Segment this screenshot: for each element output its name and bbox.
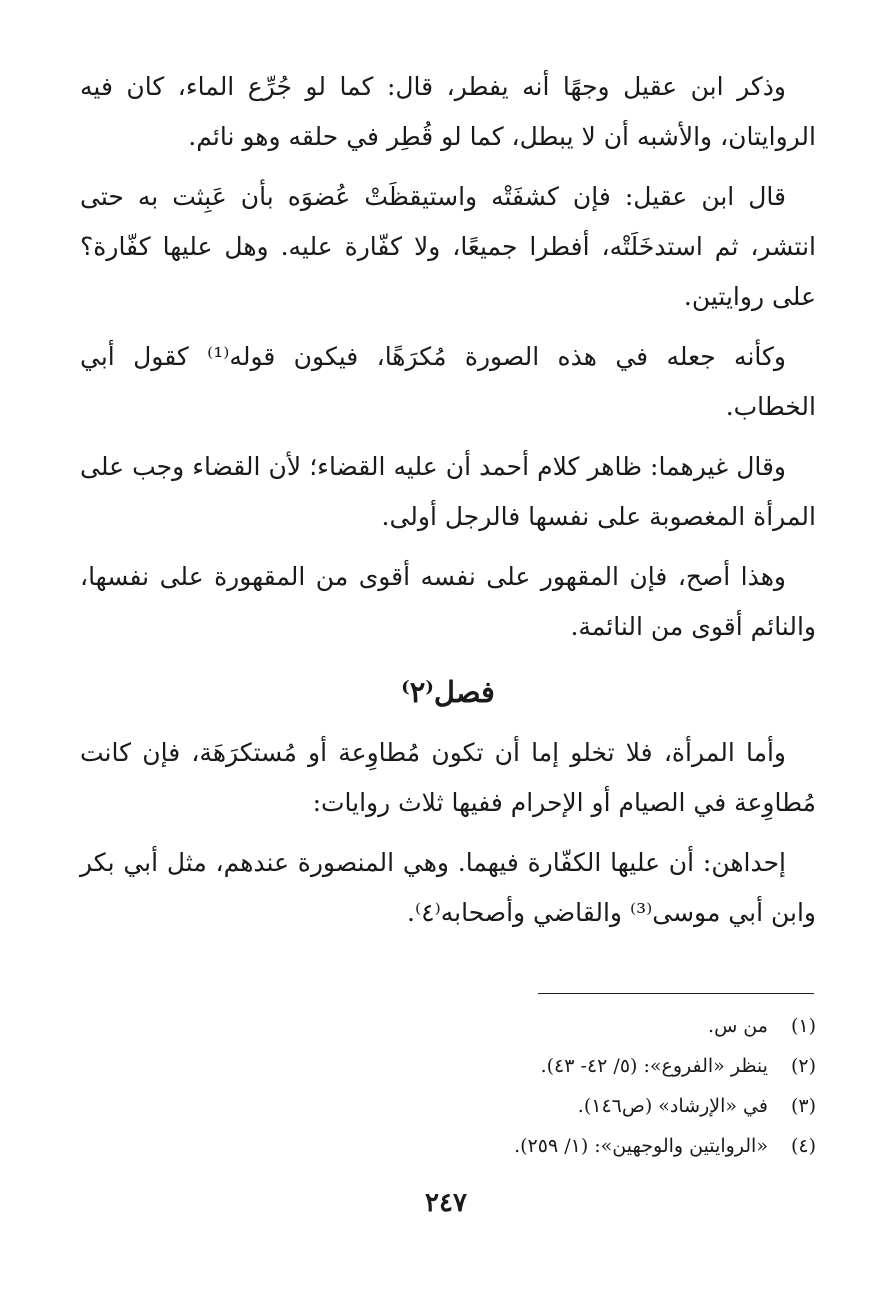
paragraph: إحداهن: أن عليها الكفّارة فيهما. وهي المنصورة عندهم، مثل أبي بكر وابن أبي موسى⁽³⁾ والقاضي وأصحابه⁽٤⁾. — [80, 848, 816, 927]
footnote-divider — [538, 993, 814, 994]
footnote-text: ينظر «الفروع»: (٥/ ٤٢- ٤٣). — [540, 1055, 768, 1077]
footnote-item — [80, 1046, 816, 1086]
page-body — [80, 62, 816, 948]
paragraph: وقال غيرهما: ظاهر كلام أحمد أن عليه القضاء؛ لأن القضاء وجب على المرأة المغصوبة على نفسها فالرجل أولى. — [80, 452, 816, 531]
paragraph: وكأنه جعله في هذه الصورة مُكرَهًا، فيكون قوله⁽¹⁾ كقول أبي الخطاب. — [80, 342, 816, 421]
footnote-number: (٤) — [790, 1135, 816, 1157]
footnotes — [80, 1006, 816, 1166]
footnote-number: (١) — [790, 1015, 816, 1037]
footnote-number: (٢) — [790, 1055, 816, 1077]
footnote-text: من س. — [708, 1015, 768, 1037]
paragraph: قال ابن عقيل: فإن كشفَتْه واستيقظَتْ عُضوَه بأن عَبِثت به حتى انتشر، ثم استدخَلَتْه، أفطرا جميعًا، ولا كفّارة عليه. وهل عليها كفّارة؟ على روايتين. — [80, 182, 816, 311]
footnote-item — [80, 1126, 816, 1166]
footnote-number: (٣) — [790, 1095, 816, 1117]
page-number: ٢٤٧ — [425, 1188, 467, 1218]
paragraph: وهذا أصح، فإن المقهور على نفسه أقوى من المقهورة على نفسها، والنائم أقوى من النائمة. — [80, 562, 816, 641]
section-heading: فصل⁽٢⁾ — [401, 675, 495, 709]
paragraph: وذكر ابن عقيل وجهًا أنه يفطر، قال: كما لو جُرِّع الماء، كان فيه الروايتان، والأشبه أن لا يبطل، كما لو قُطِر في حلقه وهو نائم. — [80, 72, 816, 151]
footnote-text: «الروايتين والوجهين»: (١/ ٢٥٩). — [514, 1135, 768, 1157]
footnote-text: في «الإرشاد» (ص١٤٦). — [577, 1095, 768, 1117]
footnote-item — [80, 1086, 816, 1126]
footnote-item — [80, 1006, 816, 1046]
paragraph: وأما المرأة، فلا تخلو إما أن تكون مُطاوِعة أو مُستكرَهَة، فإن كانت مُطاوِعة في الصيام أو الإحرام ففيها ثلاث روايات: — [80, 738, 816, 817]
